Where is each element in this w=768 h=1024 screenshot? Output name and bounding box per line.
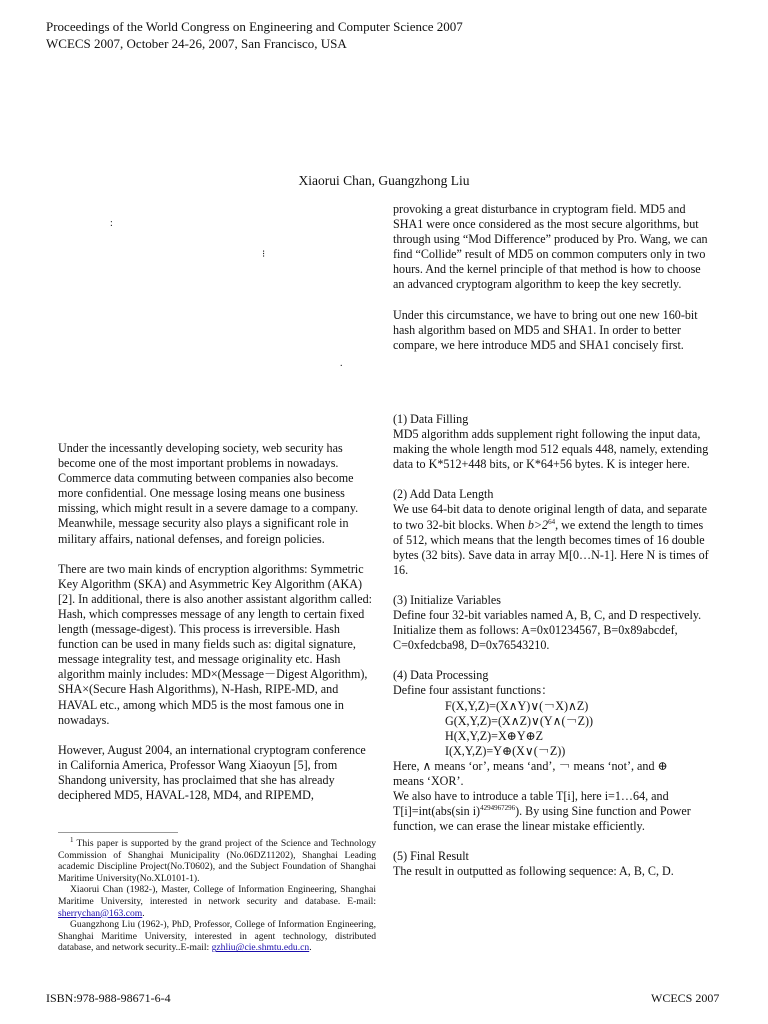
operator-legend-xor: means ‘XOR’. xyxy=(393,773,464,788)
section-processing-title: (4) Data Processing xyxy=(393,668,489,683)
md5-steps xyxy=(393,412,713,880)
footnote-1-marker: 1 xyxy=(70,835,74,844)
section-init-vars-title: (3) Initialize Variables xyxy=(393,592,501,607)
right-column xyxy=(393,202,713,353)
header-line-1: Proceedings of the World Congress on Engineering and Computer Science 2007 xyxy=(46,19,463,34)
email-link-chan[interactable]: sherrychan@163.com xyxy=(58,907,143,919)
add-length-text-c: , we extend the length to times of 512, which means that the length becomes times of 16 double bytes (32 bits). Save data in array M[0…N-1]. Here N is times of 16. xyxy=(393,517,709,577)
section-add-length-title: (2) Add Data Length xyxy=(393,487,494,502)
sine-table-exponent: 4294967296 xyxy=(480,804,516,813)
formula-i: I(X,Y,Z)=Y⊕(X∨(￢Z)) xyxy=(445,743,566,758)
header-line-2: WCECS 2007, October 24-26, 2007, San Francisco, USA xyxy=(46,36,347,51)
footnote-author-1-end: . xyxy=(142,907,145,919)
paragraph-wang: However, August 2004, an international cryptogram conference in California America, Professor Wang Xiaoyun [5], from Shandong university, has proclaimed that she has already deciphered MD5, HAVAL-128, MD4, and RIPEMD, xyxy=(58,742,366,802)
operator-legend: Here, ∧ means ‘or’, means ‘and’, ￢ means ‘not’, and ⊕ xyxy=(393,758,668,773)
section-processing-intro: Define four assistant functions： xyxy=(393,683,554,698)
paragraph-disturbance: provoking a great disturbance in cryptogram field. MD5 and SHA1 were once considered as the most secure algorithms, but through using “Mod Difference” produced by Pro. Wang, we can find “Collide” result of MD5 on common computers only in two hours. And the kernel principle of that method is how to choose an advanced cryptogram algorithm to keep the key secretly. xyxy=(393,202,708,292)
section-init-vars-body: Define four 32-bit variables named A, B, C, and D respectively. Initialize them as follows: A=0x01234567, B=0x89abcdef, C=0xfedcba98, D=0x76543210. xyxy=(393,608,702,653)
stray-mark-3: . xyxy=(340,358,343,369)
formula-f: F(X,Y,Z)=(X∧Y)∨(￢X)∧Z) xyxy=(445,698,589,713)
add-length-exponent: 64 xyxy=(548,517,556,526)
paragraph-algorithms: There are two main kinds of encryption algorithms: Symmetric Key Algorithm (SKA) and Asymmetric Key Algorithm (AKA) [2]. In additional, there is also another assistant algorithm called: Hash, which compresses message of any length to certain fixed length (message-digest). This process is irreversible. Hash function can be used in many fields such as: digital signature, message integrality test, and message originality etc. Hash algorithm mainly includes: MD×(Message－Digest Algorithm), SHA×(Secure Hash Algorithms), N-Hash, RIPE-MD, and HAVAL etc., among which MD5 is the most famous one in nowadays. xyxy=(58,561,373,727)
section-final-result-body: The result in outputted as following sequence: A, B, C, D. xyxy=(393,864,674,879)
footnote-author-2 xyxy=(58,919,376,954)
section-add-length-body xyxy=(393,502,713,577)
sine-table-text-b: ). By using Sine function and Power function, we can erase the linear mistake efficiently. xyxy=(393,804,691,834)
footer-isbn: ISBN:978-988-98671-6-4 xyxy=(46,991,171,1005)
footnote-1 xyxy=(58,835,376,884)
footnotes xyxy=(58,835,376,954)
add-length-text-a: We use 64-bit data to denote original length of data, and separate to two 32-bit blocks. When xyxy=(393,502,708,532)
left-column xyxy=(58,441,372,803)
formula-g: G(X,Y,Z)=(X∧Z)∨(Y∧(￢Z)) xyxy=(445,713,594,728)
sine-table-text-a: We also have to introduce a table T[i], here i=1…64, and T[i]=int(abs(sin i) xyxy=(393,789,669,819)
paragraph-circumstance: Under this circumstance, we have to bring out one new 160-bit hash algorithm based on MD5 and SHA1. In order to better compare, we here introduce MD5 and SHA1 concisely first. xyxy=(393,307,698,352)
footnote-divider xyxy=(58,832,178,833)
footer-conference: WCECS 2007 xyxy=(651,991,720,1005)
section-data-filling-body: MD5 algorithm adds supplement right following the input data, making the whole length mod 512 equals 448, namely, extending data to K*512+448 bits, or K*64+56 bytes. K is integer here. xyxy=(393,427,709,472)
section-final-result-title: (5) Final Result xyxy=(393,849,469,864)
sine-table-text xyxy=(393,789,713,834)
section-data-filling-title: (1) Data Filling xyxy=(393,412,469,426)
paragraph-intro: Under the incessantly developing society, web security has become one of the most important problems in nowadays. Commerce data commuting between companies also become more confidential. One message losing means one business missing, which might result in a severe damage to a company. Meanwhile, message security also plays a significant role in military affairs, national defenses, and foreign policies. xyxy=(58,441,359,546)
stray-mark-1: : xyxy=(110,218,113,229)
email-link-liu[interactable]: gzhliu@cie.shmtu.edu.cn xyxy=(211,942,310,954)
footnote-author-1-text: Xiaorui Chan (1982-), Master, College of Information Engineering, Shanghai Maritime University, interested in network security and database. E-mail: xyxy=(58,884,376,907)
proceedings-header xyxy=(46,18,463,52)
author-names: Xiaorui Chan, Guangzhong Liu xyxy=(298,173,470,188)
stray-mark-2: ⁝ xyxy=(262,249,266,260)
formula-h: H(X,Y,Z)=X⊕Y⊕Z xyxy=(445,728,544,743)
footnote-author-1 xyxy=(58,884,376,919)
footnote-author-2-text: Guangzhong Liu (1962-), PhD, Professor, College of Information Engineering, Shanghai Maritime University, interested in agent technology, distributed database, and network security..E-mail: xyxy=(58,919,376,954)
footnote-1-text: This paper is supported by the grand project of the Science and Technology Commission of Shanghai Municipality (No.06DZ11202), Shanghai Leading academic Discipline Project(No.T0602), and the Subject Foundation of Shanghai Maritime University(No.XL0101-1). xyxy=(58,838,376,884)
footnote-author-2-end: . xyxy=(309,942,312,954)
add-length-condition: b>2 xyxy=(527,517,549,532)
